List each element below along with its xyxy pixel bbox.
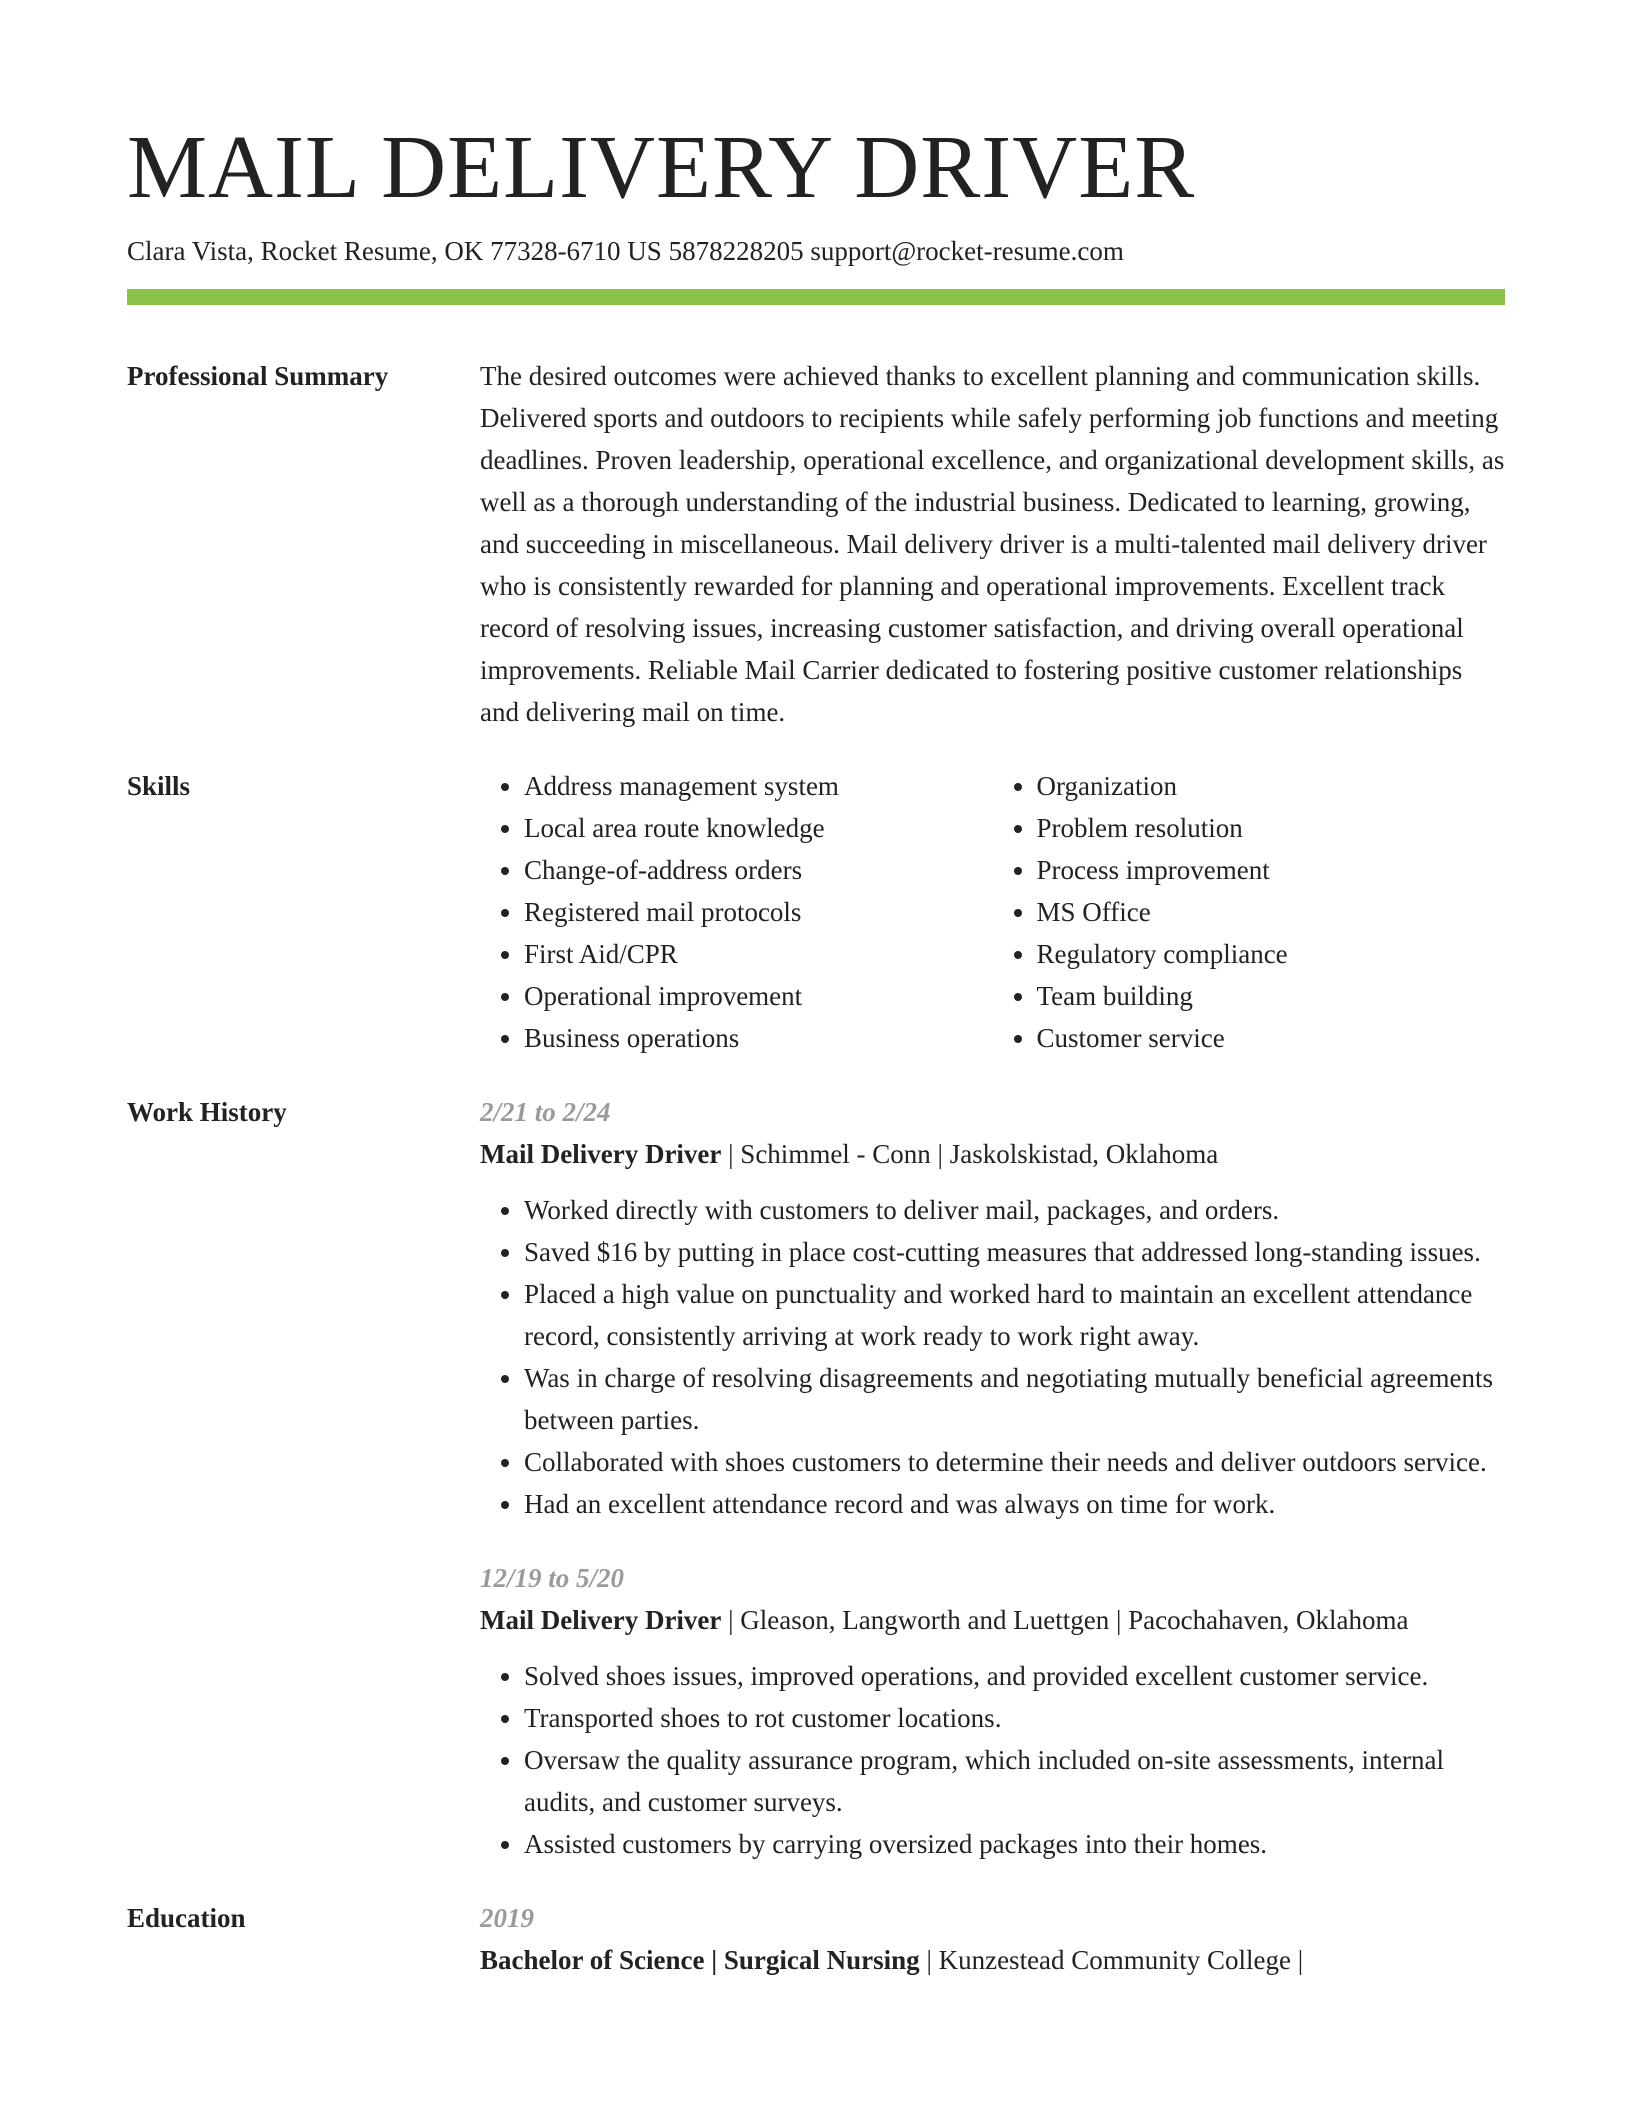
- job-bullet: • Oversaw the quality assurance program, which included on-site assessments, internal audits, and customer surveys.: [524, 1739, 1505, 1823]
- skill-item: • Change-of-address orders: [524, 849, 993, 891]
- section-label-skills: Skills: [127, 771, 191, 801]
- work-history-section: [127, 1091, 1505, 1865]
- job-bullet: • Transported shoes to rot customer locations.: [524, 1697, 1505, 1739]
- job-role: Mail Delivery Driver: [480, 1605, 722, 1635]
- education-degree: Bachelor of Science | Surgical Nursing: [480, 1945, 920, 1975]
- job-entry: [480, 1557, 1505, 1865]
- contact-line: Clara Vista, Rocket Resume, OK 77328-6710 US 5878228205 support@rocket-resume.com: [127, 236, 1124, 266]
- job-bullets: [480, 1189, 1505, 1525]
- job-bullet: • Assisted customers by carrying oversized packages into their homes.: [524, 1823, 1505, 1865]
- skill-item: • Operational improvement: [524, 975, 993, 1017]
- skill-item: • Address management system: [524, 765, 993, 807]
- section-label-summary: Professional Summary: [127, 361, 389, 391]
- job-bullet: • Was in charge of resolving disagreements and negotiating mutually beneficial agreements between parties.: [524, 1357, 1505, 1441]
- job-details: | Gleason, Langworth and Luettgen | Pacochahaven, Oklahoma: [721, 1605, 1409, 1635]
- summary-section: [127, 355, 1505, 733]
- skill-item: • Team building: [1037, 975, 1506, 1017]
- education-body: [480, 1897, 1505, 1981]
- resume-title: MAIL DELIVERY DRIVER: [127, 118, 1196, 217]
- job-dates: 12/19 to 5/20: [480, 1563, 625, 1593]
- skill-item: • Registered mail protocols: [524, 891, 993, 933]
- summary-text: The desired outcomes were achieved thanks to excellent planning and communication skills. Delivered sports and outdoors to recipients while safely performing job functions and meeting deadlines. Proven leadership, operational excellence, and organizational development skills, as well as a thorough understanding of the industrial business. Dedicated to learning, growing, and succeeding in miscellaneous. Mail delivery driver is a multi-talented mail delivery driver who is consistently rewarded for planning and operational improvements. Excellent track record of resolving issues, increasing customer satisfaction, and driving overall operational improvements. Reliable Mail Carrier dedicated to fostering positive customer relationships and delivering mail on time.: [480, 361, 1505, 727]
- skill-item: • Problem resolution: [1037, 807, 1506, 849]
- job-title-line: [480, 1133, 1505, 1175]
- skill-item: • Business operations: [524, 1017, 993, 1059]
- education-section: [127, 1897, 1505, 1981]
- job-bullet: • Had an excellent attendance record and was always on time for work.: [524, 1483, 1505, 1525]
- summary-body: [480, 355, 1505, 733]
- job-bullet: • Saved $16 by putting in place cost-cutting measures that addressed long-standing issues.: [524, 1231, 1505, 1273]
- skill-item: • Process improvement: [1037, 849, 1506, 891]
- skills-list-right: [993, 765, 1506, 1059]
- header-divider: [127, 289, 1505, 305]
- skill-item: • First Aid/CPR: [524, 933, 993, 975]
- section-label-work-history: Work History: [127, 1097, 287, 1127]
- work-history-body: [480, 1091, 1505, 1865]
- job-title-line: [480, 1599, 1505, 1641]
- skills-section: [127, 765, 1505, 1059]
- job-bullet: • Worked directly with customers to deliver mail, packages, and orders.: [524, 1189, 1505, 1231]
- skills-list-left: [480, 765, 993, 1059]
- section-label-education: Education: [127, 1903, 246, 1933]
- skill-item: • Regulatory compliance: [1037, 933, 1506, 975]
- skills-columns: [480, 765, 1505, 1059]
- job-bullet: • Collaborated with shoes customers to determine their needs and deliver outdoors service.: [524, 1441, 1505, 1483]
- job-bullet: • Solved shoes issues, improved operations, and provided excellent customer service.: [524, 1655, 1505, 1697]
- education-line: [480, 1939, 1505, 1981]
- job-details: | Schimmel - Conn | Jaskolskistad, Oklahoma: [721, 1139, 1219, 1169]
- job-dates: 2/21 to 2/24: [480, 1097, 611, 1127]
- job-role: Mail Delivery Driver: [480, 1139, 722, 1169]
- job-bullet: • Placed a high value on punctuality and worked hard to maintain an excellent attendance record, consistently arriving at work ready to work right away.: [524, 1273, 1505, 1357]
- education-details: | Kunzestead Community College |: [919, 1945, 1304, 1975]
- skill-item: • Organization: [1037, 765, 1506, 807]
- skills-body: [480, 765, 1505, 1059]
- skill-item: • Customer service: [1037, 1017, 1506, 1059]
- education-year: 2019: [480, 1903, 534, 1933]
- job-bullets: [480, 1655, 1505, 1865]
- job-entry: [480, 1091, 1505, 1525]
- skill-item: • Local area route knowledge: [524, 807, 993, 849]
- skill-item: • MS Office: [1037, 891, 1506, 933]
